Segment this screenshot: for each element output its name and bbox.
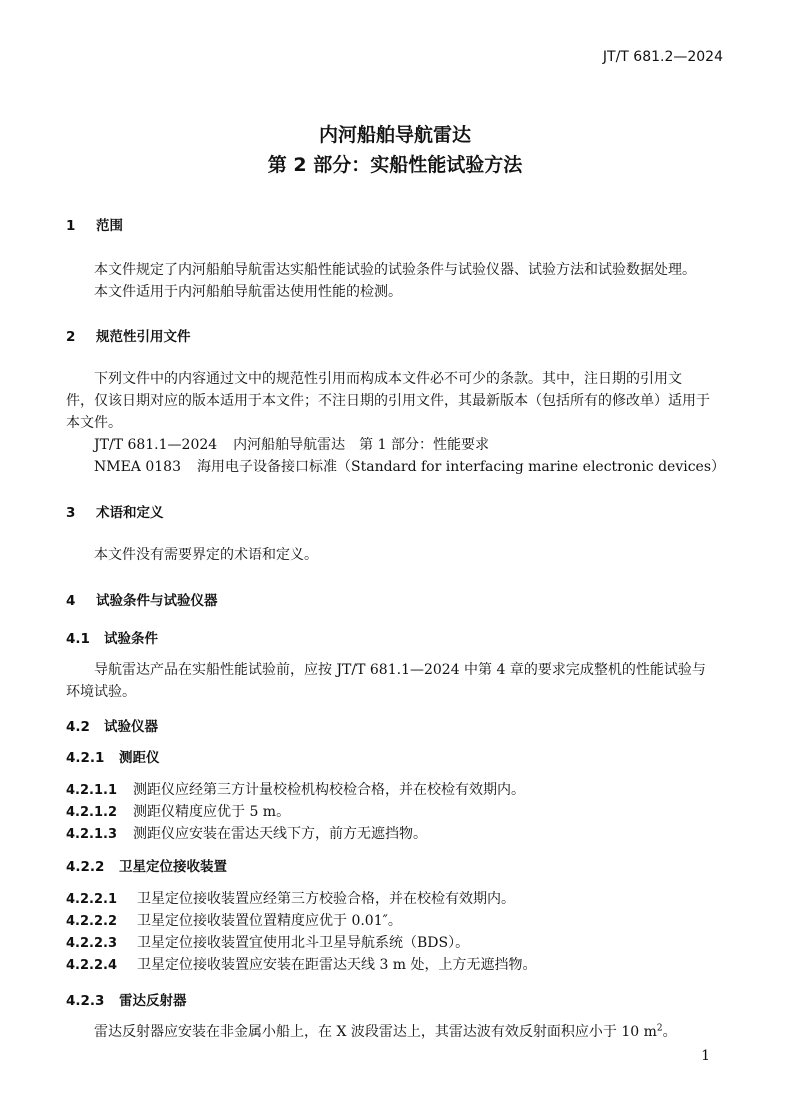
clause-number: 4.2.1.3 <box>66 827 117 842</box>
section-number: 3 <box>66 505 76 521</box>
paragraph: 件，仅该日期对应的版本适用于本文件；不注日期的引用文件，其最新版本（包括所有的修改单）适用于 <box>66 393 710 409</box>
clause-text: 卫星定位接收装置应安装在距雷达天线 3 m 处，上方无遮挡物。 <box>137 957 537 973</box>
section-title: 范围 <box>96 218 123 234</box>
section-1-heading <box>66 214 123 234</box>
section-title: 雷达反射器 <box>119 993 187 1009</box>
reference-title: 海用电子设备接口标准（Standard for interfacing marine electronic devices） <box>197 459 726 475</box>
paragraph: 下列文件中的内容通过文中的规范性引用而构成本文件必不可少的条款。其中，注日期的引用文 <box>94 371 682 387</box>
section-number: 4.1 <box>66 631 90 647</box>
page-number: 1 <box>701 1048 710 1064</box>
paragraph <box>94 1021 677 1041</box>
document-title-line2: 第 2 部分：实船性能试验方法 <box>267 154 523 176</box>
clause-text: 卫星定位接收装置宜使用北斗卫星导航系统（BDS）。 <box>137 935 470 951</box>
clause <box>66 779 525 799</box>
document-title-line1: 内河船舶导航雷达 <box>318 124 471 146</box>
clause-number: 4.2.2.3 <box>66 936 117 951</box>
section-number: 2 <box>66 329 76 345</box>
paragraph: 本文件规定了内河船舶导航雷达实船性能试验的试验条件与试验仪器、试验方法和试验数据处理。 <box>94 262 696 278</box>
clause-text: 测距仪应安装在雷达天线下方，前方无遮挡物。 <box>133 826 427 842</box>
section-number: 4 <box>66 593 76 609</box>
paragraph: 本文件没有需要界定的术语和定义。 <box>94 547 318 563</box>
standard-code: JT/T 681.2—2024 <box>602 49 723 65</box>
section-title: 试验条件 <box>104 631 158 647</box>
clause <box>66 910 402 930</box>
reference-entry <box>94 456 725 476</box>
section-title: 试验仪器 <box>104 719 158 735</box>
section-title: 卫星定位接收装置 <box>119 859 227 875</box>
clause-text: 卫星定位接收装置位置精度应优于 0.01″。 <box>137 913 402 929</box>
section-number: 4.2.3 <box>66 993 105 1009</box>
clause <box>66 801 290 821</box>
section-2-heading <box>66 325 191 345</box>
paragraph: 导航雷达产品在实船性能试验前，应按 JT/T 681.1—2024 中第 4 章的要求完成整机的性能试验与 <box>94 662 706 678</box>
clause <box>66 932 469 952</box>
clause <box>66 954 537 974</box>
clause-number: 4.2.2.1 <box>66 892 117 907</box>
reference-code: JT/T 681.1—2024 <box>94 437 218 453</box>
section-3-heading <box>66 501 164 521</box>
subsection-4-2-1-heading <box>66 746 160 766</box>
subsection-4-2-heading <box>66 715 158 735</box>
section-4-heading <box>66 589 218 609</box>
reference-code: NMEA 0183 <box>94 459 181 475</box>
clause-text: 测距仪应经第三方计量校检机构校检合格，并在校检有效期内。 <box>133 782 525 798</box>
section-number: 1 <box>66 218 76 234</box>
clause-number: 4.2.1.2 <box>66 805 117 820</box>
section-number: 4.2.2 <box>66 859 105 875</box>
paragraph: 本文件适用于内河船舶导航雷达使用性能的检测。 <box>94 284 402 300</box>
clause <box>66 888 515 908</box>
clause-number: 4.2.2.2 <box>66 914 117 929</box>
superscript: 2 <box>656 1023 663 1034</box>
paragraph-text: 雷达反射器应安装在非金属小船上，在 X 波段雷达上，其雷达波有效反射面积应小于 10 m <box>94 1024 657 1040</box>
clause-number: 4.2.1.1 <box>66 783 117 798</box>
clause-text: 卫星定位接收装置应经第三方校验合格，并在校检有效期内。 <box>137 891 515 907</box>
clause-text: 测距仪精度应优于 5 m。 <box>133 804 291 820</box>
section-title: 术语和定义 <box>96 505 164 521</box>
section-title: 试验条件与试验仪器 <box>96 593 218 609</box>
paragraph-end: 。 <box>662 1024 677 1040</box>
subsection-4-1-heading <box>66 627 158 647</box>
reference-title: 内河船舶导航雷达 第 1 部分：性能要求 <box>233 437 489 453</box>
section-number: 4.2 <box>66 719 90 735</box>
section-number: 4.2.1 <box>66 750 105 766</box>
reference-entry <box>94 434 489 454</box>
subsection-4-2-3-heading <box>66 989 187 1009</box>
section-title: 测距仪 <box>119 750 160 766</box>
paragraph: 环境试验。 <box>66 684 136 700</box>
subsection-4-2-2-heading <box>66 855 227 875</box>
paragraph: 本文件。 <box>66 415 122 431</box>
clause-number: 4.2.2.4 <box>66 958 117 973</box>
clause <box>66 823 427 843</box>
section-title: 规范性引用文件 <box>96 329 191 345</box>
